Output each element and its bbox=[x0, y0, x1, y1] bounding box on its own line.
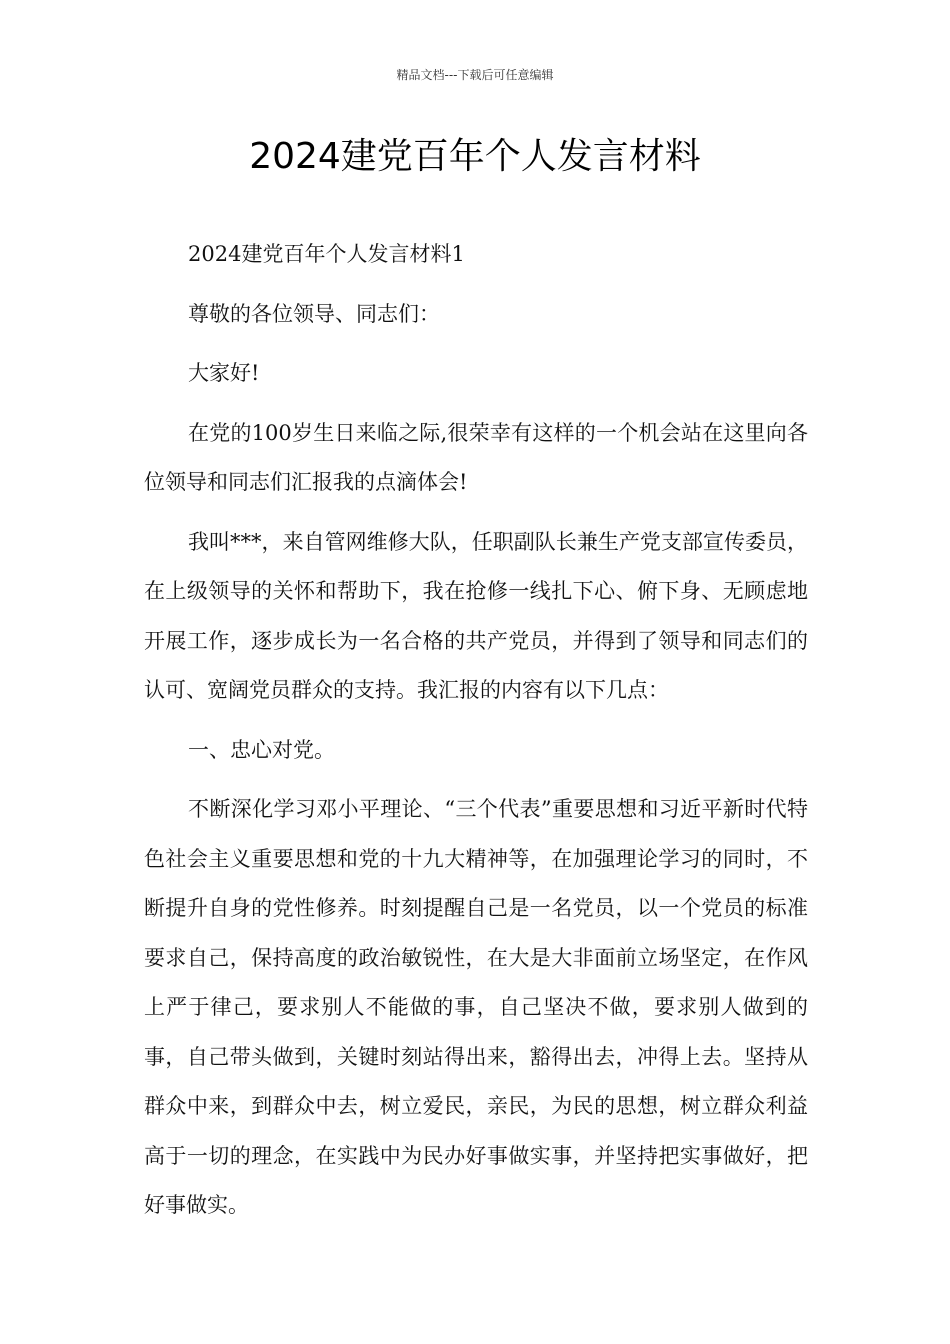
header-note: 精品文档---下载后可任意编辑 bbox=[396, 68, 554, 82]
document-body bbox=[144, 230, 808, 1241]
paragraph-self-introduction: 我叫***，来自管网维修大队，任职副队长兼生产党支部宣传委员，在上级领导的关怀和帮助下，我在抢修一线扎下心、俯下身、无顾虑地开展工作，逐步成长为一名合格的共产党员，并得到了领导和同志们的认可、宽阔党员群众的支持。我汇报的内容有以下几点： bbox=[144, 529, 808, 702]
paragraph-loyalty-details: 不断深化学习邓小平理论、“三个代表”重要思想和习近平新时代特色社会主义重要思想和党的十九大精神等，在加强理论学习的同时，不断提升自身的党性修养。时刻提醒自己是一名党员，以一个党员的标准要求自己，保持高度的政治敏锐性，在大是大非面前立场坚定，在作风上严于律己，要求别人不能做的事，自己坚决不做，要求别人做到的事，自己带头做到，关键时刻站得出来，豁得出去，冲得上去。坚持从群众中来，到群众中去，树立爱民，亲民，为民的思想，树立群众利益高于一切的理念，在实践中为民办好事做实事，并坚持把实事做好，把好事做实。 bbox=[144, 797, 808, 1217]
paragraph-greeting: 大家好! bbox=[188, 361, 260, 385]
section-heading-loyalty: 一、忠心对党。 bbox=[188, 737, 335, 762]
document-title: 2024建党百年个人发言材料 bbox=[249, 136, 701, 177]
paragraph-subtitle: 2024建党百年个人发言材料1 bbox=[188, 242, 465, 266]
paragraph-intro: 在党的100岁生日来临之际,很荣幸有这样的一个机会站在这里向各位领导和同志们汇报我的点滴体会! bbox=[144, 420, 808, 494]
paragraph-salutation: 尊敬的各位领导、同志们： bbox=[188, 301, 440, 326]
